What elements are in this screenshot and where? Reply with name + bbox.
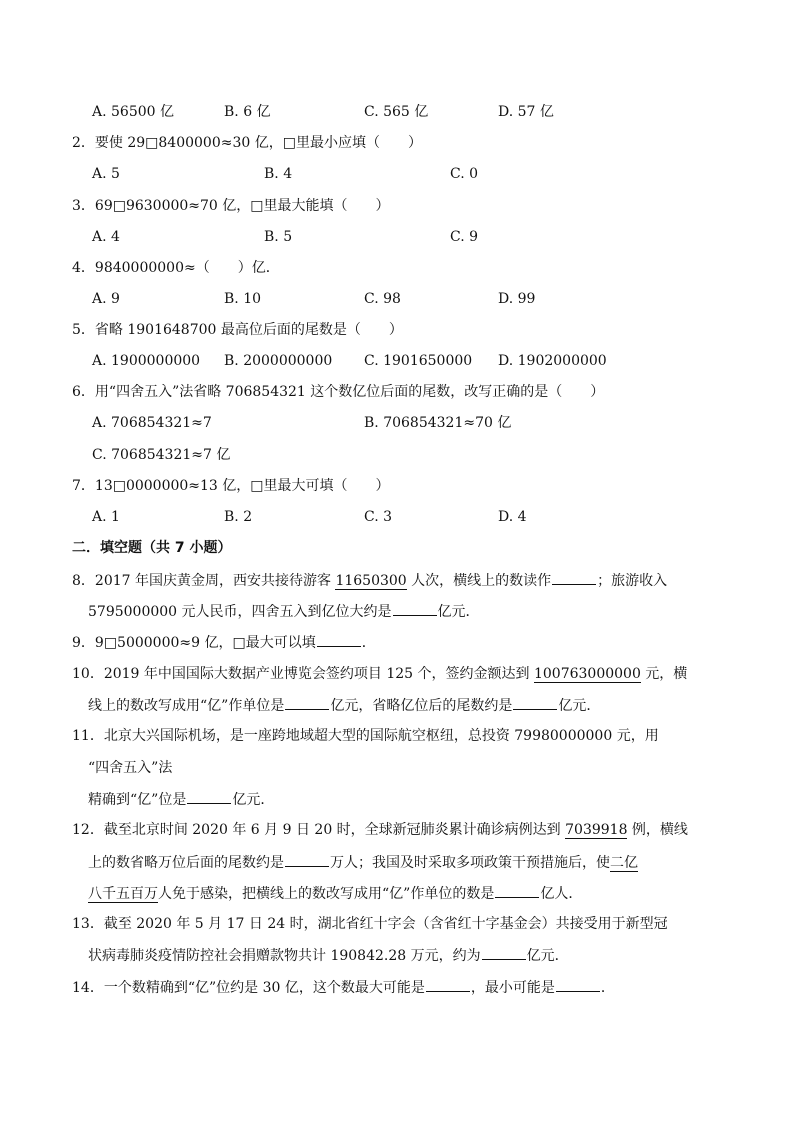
q2-stem: 2．要使 29□8400000≈30 亿，□里最小应填（ ） [72,135,422,151]
q4-option-c[interactable]: C. 98 [364,291,401,307]
q4-option-a[interactable]: A. 9 [92,291,120,307]
q1-option-c[interactable]: C. 565 亿 [364,104,429,120]
q10-text-b: 元，横 [640,666,688,682]
q12-underlined-number: 7039918 [565,822,628,838]
q1-option-a[interactable]: A. 56500 亿 [92,104,174,120]
q2-option-a[interactable]: A. 5 [92,166,120,182]
q12-blank-2[interactable] [495,883,539,898]
q8-text-e: 亿元． [437,604,480,620]
q8-text-d: 5795000000 元人民币，四舍五入到亿位大约是 [88,604,392,620]
q12-text-a: 12．截至北京时间 2020 年 6 月 9 日 20 时，全球新冠肺炎累计确诊病例达到 [72,822,566,838]
q7-options [92,507,730,527]
q12-underlined-text-2: 八千五百万 [88,886,158,902]
q9-text-a: 9．9□5000000≈9 亿，□最大可以填 [72,635,316,651]
q13-blank[interactable] [482,945,526,960]
q8-line1 [72,570,730,590]
q5-option-b[interactable]: B. 2000000000 [224,353,333,369]
q8-blank-2[interactable] [393,601,437,616]
q7-stem: 7．13□0000000≈13 亿，□里最大可填（ ） [72,478,390,494]
q3-stem: 3．69□9630000≈70 亿，□里最大能填（ ） [72,198,390,214]
q12-text-c: 上的数省略万位后面的尾数约是 [88,855,284,871]
q9-line [72,632,730,652]
q13-line1: 13．截至 2020 年 5 月 17 日 24 时，湖北省红十字会（含省红十字基金会）共接受用于新型冠 [72,916,668,932]
q10-text-c: 线上的数改写成用“亿”作单位是 [88,698,285,714]
q12-text-f: 亿人． [540,886,583,902]
q5-stem: 5．省略 1901648700 最高位后面的尾数是（ ） [72,322,403,338]
q11-blank[interactable] [187,789,231,804]
q14-blank-1[interactable] [426,977,470,992]
q10-line1 [72,664,730,684]
q11-line1: 11．北京大兴国际机场，是一座跨地域超大型的国际航空枢纽，总投资 79980000000 元，用 [72,728,659,744]
q12-text-b: 例，横线 [627,822,688,838]
q12-text-d: 万人；我国及时采取多项政策干预措施后，使 [330,855,610,871]
q4-option-b[interactable]: B. 10 [224,291,262,307]
q6-stem: 6．用“四舍五入”法省略 706854321 这个数亿位后面的尾数，改写正确的是（ ） [72,384,605,400]
q10-text-a: 10．2019 年中国国际大数据产业博览会签约项目 125 个，签约金额达到 [72,666,534,682]
q8-underlined-number: 11650300 [335,573,407,589]
q7-option-a[interactable]: A. 1 [92,509,120,525]
q1-option-b[interactable]: B. 6 亿 [224,104,271,120]
q4-options [92,289,730,309]
q9-blank[interactable] [317,632,361,647]
q10-text-d: 亿元，省略亿位后的尾数约是 [330,698,513,714]
q11-line3 [88,789,730,809]
q5-option-d[interactable]: D. 1902000000 [498,353,607,369]
q8-text-b: 人次，横线上的数读作 [406,573,552,589]
q12-text-e: 人免于感染，把横线上的数改写成用“亿”作单位的数是 [158,886,495,902]
q7-option-c[interactable]: C. 3 [364,509,393,525]
q11-line2: “四舍五入”法 [88,760,173,776]
q6-options-row2 [92,445,730,465]
q13-text-a: 状病毒肺炎疫情防控社会捐赠款物共计 190842.28 万元，约为 [88,948,481,964]
q2-options [92,164,730,184]
q1-option-d[interactable]: D. 57 亿 [498,104,554,120]
q6-option-c[interactable]: C. 706854321≈7 亿 [92,447,231,463]
q14-blank-2[interactable] [556,977,600,992]
q4-stem: 4．9840000000≈（ ）亿． [72,260,280,276]
q8-line2 [88,601,730,621]
section-heading-fill-in: 二．填空题（共 7 小题） [72,540,232,556]
q4-option-d[interactable]: D. 99 [498,291,536,307]
q8-text-c: ；旅游收入 [597,573,668,589]
q10-blank-2[interactable] [513,695,557,710]
q5-option-c[interactable]: C. 1901650000 [364,353,473,369]
q8-blank-1[interactable] [552,570,596,585]
q7-option-d[interactable]: D. 4 [498,509,527,525]
q12-underlined-text-1: 二亿 [610,855,638,871]
q2-option-c[interactable]: C. 0 [450,166,479,182]
q10-text-e: 亿元． [558,698,601,714]
q12-blank-1[interactable] [285,852,329,867]
q8-text-a: 8．2017 年国庆黄金周，西安共接待游客 [72,573,336,589]
q12-line3 [88,883,730,903]
q2-option-b[interactable]: B. 4 [264,166,293,182]
q11-text-b: 亿元． [232,792,275,808]
q14-text-a: 14．一个数精确到“亿”位约是 30 亿，这个数最大可能是 [72,980,425,996]
q3-options [92,227,730,247]
q5-option-a[interactable]: A. 1900000000 [92,353,201,369]
q12-line2 [88,852,730,872]
q10-line2 [88,695,730,715]
q6-option-a[interactable]: A. 706854321≈7 [92,415,212,431]
q6-options-row1 [92,413,730,433]
q10-underlined-number: 100763000000 [533,666,641,682]
q13-line2 [88,945,730,965]
q12-line1 [72,820,730,840]
q7-option-b[interactable]: B. 2 [224,509,253,525]
q5-options [92,351,730,371]
q14-text-c: ． [600,980,615,996]
q11-text-a: 精确到“亿”位是 [88,792,187,808]
q1-options [92,102,730,122]
q6-option-b[interactable]: B. 706854321≈70 亿 [364,415,512,431]
q10-blank-1[interactable] [285,695,329,710]
q3-option-b[interactable]: B. 5 [264,229,293,245]
q14-text-b: ，最小可能是 [470,980,555,996]
q14-line [72,977,730,997]
q9-text-b: ． [361,635,376,651]
q3-option-a[interactable]: A. 4 [92,229,120,245]
q13-text-b: 亿元． [526,948,569,964]
q3-option-c[interactable]: C. 9 [450,229,479,245]
